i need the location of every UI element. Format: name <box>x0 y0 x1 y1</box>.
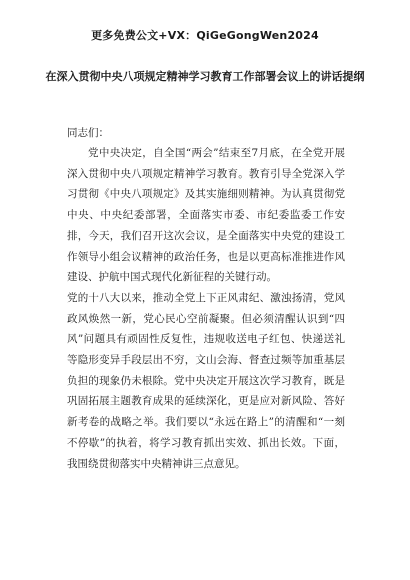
body-paragraph-2: 党的十八大以来，推动全党上下正风肃纪、激浊扬清，党风政风焕然一新，党心民心空前凝聚。但必须清醒认识到“四风”问题具有顽固性反复性，违规收送电子红包、快递送礼等隐形变异手段层出不穷，文山会海、督查过频等加重基层负担的现象仍未根除。党中央决定开展这次学习教育，既是巩固拓展主题教育成果的延续深化，更是应对新风险、答好新考卷的战略之举。我们要以“永远在路上”的清醒和“一刻不停歇”的执着，将学习教育抓出实效、抓出长效。下面，我围绕贯彻落实中央精神讲三点意见。 <box>67 291 345 470</box>
document-body <box>67 143 345 474</box>
document-title: 在深入贯彻中央八项规定精神学习教育工作部署会议上的讲话提纲 <box>45 70 365 83</box>
salutation: 同志们： <box>67 127 109 139</box>
body-paragraph-1: 党中央决定，自全国“两会”结束至7月底，在全党开展深入贯彻中央八项规定精神学习教育。教育引导全党深入学习贯彻《中央八项规定》及其实施细则精神。为认真贯彻党中央、中央纪委部署，全面落实市委、市纪委监委工作安排，今天，我们召开这次会议，是全面落实中央党的建设工作领导小组会议精神的政治任务，也是以更高标准推进作风建设、护航中国式现代化新征程的关键行动。 <box>67 147 345 284</box>
page-header: 更多免费公文+VX：QiGeGongWen2024 <box>91 29 319 42</box>
